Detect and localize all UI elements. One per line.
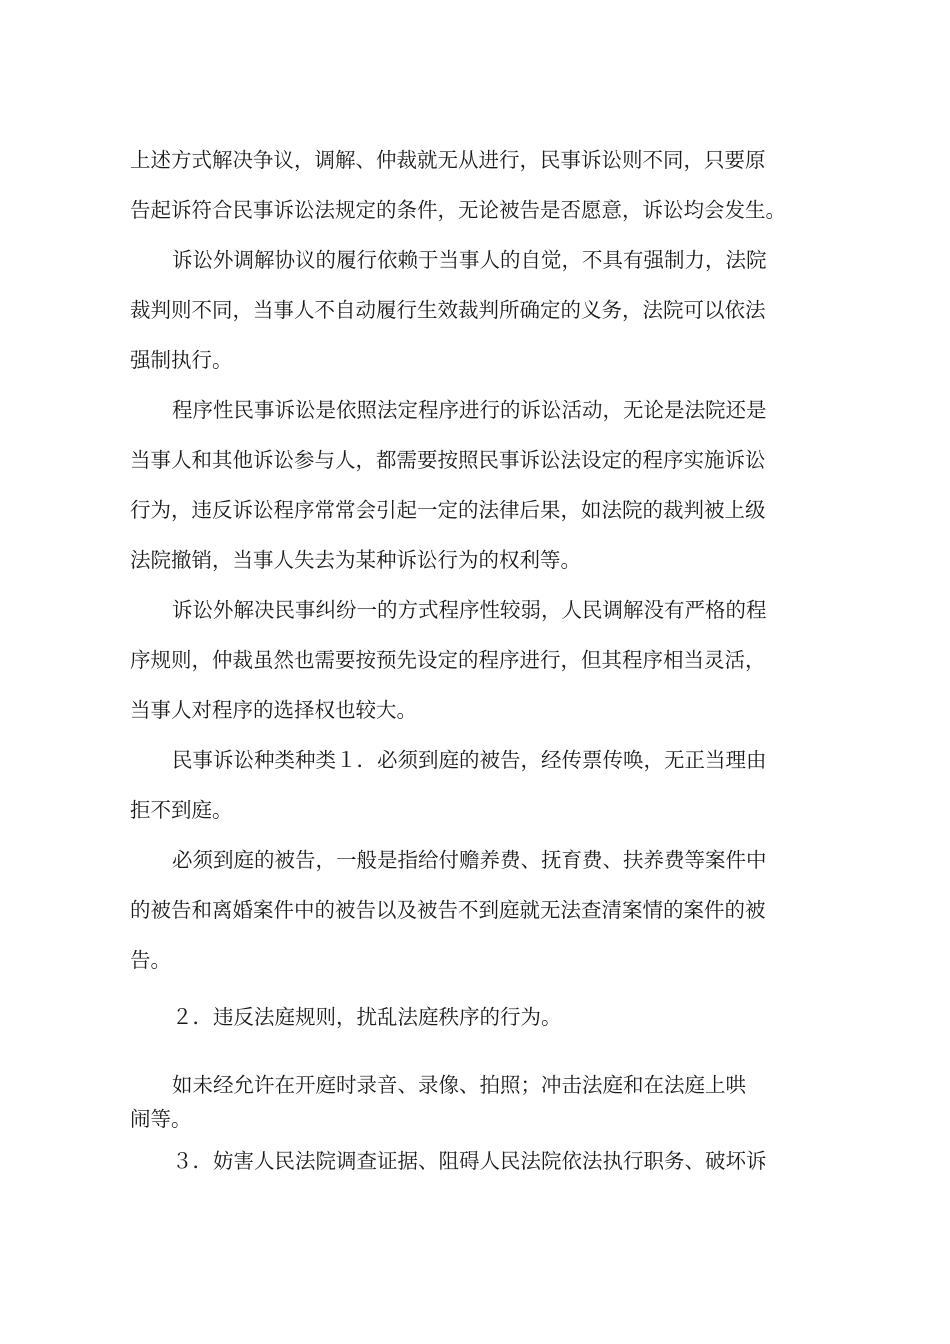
text-line: 程序性民事诉讼是依照法定程序进行的诉讼活动，无论是法院还是 [172, 398, 767, 422]
text-line: ３．妨害人民法院调查证据、阻碍人民法院依法执行职务、破坏诉 [172, 1149, 767, 1173]
text-line: 拒不到庭。 [130, 798, 233, 822]
text-line: 强制执行。 [130, 348, 233, 372]
text-line: ２．违反法庭规则，扰乱法庭秩序的行为。 [172, 1005, 562, 1029]
text-line: 闹等。 [130, 1107, 192, 1131]
text-line: 行为，违反诉讼程序常常会引起一定的法律后果，如法院的裁判被上级 [130, 498, 766, 522]
text-line: 诉讼外调解协议的履行依赖于当事人的自觉，不具有强制力，法院 [172, 248, 767, 272]
text-line: 民事诉讼种类种类１．必须到庭的被告，经传票传唤，无正当理由 [172, 748, 767, 772]
text-line: 的被告和离婚案件中的被告以及被告不到庭就无法查清案情的案件的被 [130, 898, 766, 922]
text-line: 告。 [130, 948, 171, 972]
text-line: 诉讼外解决民事纠纷一的方式程序性较弱，人民调解没有严格的程 [172, 598, 767, 622]
text-line: 当事人和其他诉讼参与人，都需要按照民事诉讼法设定的程序实施诉讼 [130, 448, 766, 472]
text-line: 告起诉符合民事诉讼法规定的条件，无论被告是否愿意，诉讼均会发生。 [130, 198, 786, 222]
text-line: 当事人对程序的选择权也较大。 [130, 698, 417, 722]
text-line: 裁判则不同，当事人不自动履行生效裁判所确定的义务，法院可以依法 [130, 298, 766, 322]
text-line: 如未经允许在开庭时录音、录像、拍照；冲击法庭和在法庭上哄 [172, 1073, 746, 1097]
text-line: 必须到庭的被告，一般是指给付赡养费、抚育费、扶养费等案件中 [172, 848, 767, 872]
text-line: 上述方式解决争议，调解、仲裁就无从进行，民事诉讼则不同，只要原 [130, 148, 766, 172]
text-line: 序规则，仲裁虽然也需要按预先设定的程序进行，但其程序相当灵活， [130, 648, 766, 672]
text-line: 法院撤销，当事人失去为某种诉讼行为的权利等。 [130, 548, 581, 572]
